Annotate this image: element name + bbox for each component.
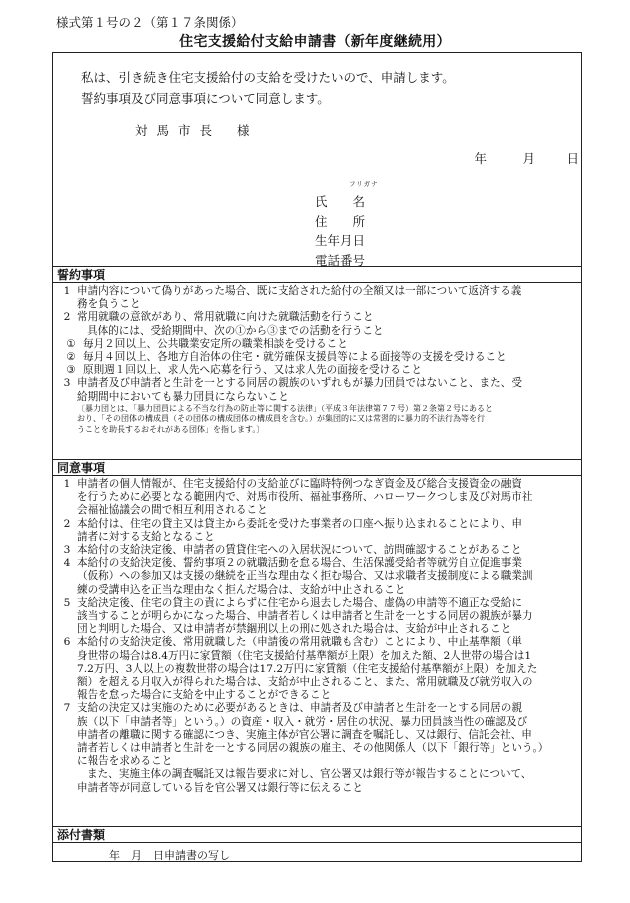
pledge-item-number: 3 bbox=[63, 377, 71, 390]
field-phone-label: 電話番号 bbox=[315, 252, 366, 268]
attachment-item: 年 月 日申請書の写し bbox=[109, 849, 230, 862]
attachments-heading: 添付書類 bbox=[53, 826, 581, 843]
consent-item-number: 1 bbox=[63, 478, 71, 490]
pledge-item-2 bbox=[57, 311, 577, 324]
pledge-item-2-sub-intro: 具体的には、受給期間中、次の①から③までの活動を行うこと bbox=[87, 324, 384, 337]
addressee bbox=[135, 121, 259, 139]
application-date bbox=[449, 149, 579, 167]
field-birthdate-label: 生年月日 bbox=[315, 233, 366, 248]
consent-item-number: 2 bbox=[63, 517, 71, 530]
consent-item-7 bbox=[57, 702, 577, 768]
consent-item-text: 本給付は、住宅の貸主又は貸主から委託を受けた事業者の口座へ振り込まれることにより、申 請者に対する支給となること bbox=[77, 517, 522, 543]
consent-item-number: 7 bbox=[63, 702, 71, 715]
consent-body bbox=[57, 478, 577, 795]
form-number-label: 様式第１号の２（第１７条関係） bbox=[56, 15, 244, 30]
field-name-label: 氏 名 bbox=[315, 194, 366, 209]
pledge-item-number: 2 bbox=[63, 311, 71, 324]
gang-definition-note: 〔暴力団とは、「暴力団員による不当な行為の防止等に関する法律」（平成３年法律第７７号）第２条第２号にあると おり、「その団体の構成員（その団体の構成団体の構成員を含む。）が集団的に又は常習的に暴力的不法行為等を行 うことを助長するおそれがある団体」を指します。〕 bbox=[77, 403, 493, 434]
date-month-label: 月 bbox=[522, 151, 535, 166]
consent-item-number: 4 bbox=[63, 557, 71, 570]
intro-line-1: 私は、引き続き住宅支援給付の支給を受けたいので、申請します。 bbox=[81, 70, 455, 85]
consent-item-text: 申請者の個人情報が、住宅支援給付の支給並びに臨時特例つなぎ資金及び総合支援資金の融資 を行うために必要となる範囲内で、対馬市役所、福祉事務所、ハローワークつしま及び対馬市社 会福祉協議会の間で相互利用されること bbox=[77, 478, 533, 517]
subitem-text: 毎月２回以上、公共職業安定所の職業相談を受けること bbox=[83, 337, 348, 350]
pledge-heading: 誓約事項 bbox=[53, 266, 581, 283]
pledge-subitem-1 bbox=[57, 338, 577, 351]
pledge-item-1 bbox=[57, 285, 577, 311]
subitem-number: ① bbox=[66, 337, 76, 350]
furigana-label: フリガナ bbox=[349, 180, 379, 188]
pledge-item-number: 1 bbox=[63, 285, 71, 297]
consent-item-text: 本給付の支給決定後、常用就職した（申請後の常用就職も含む）ことにより、中止基準額（単 身世帯の場合は8.4万円に家賃額（住宅支援給付基準額が上限）を加えた額、2人世帯の場合は1 7.2万円、3人以上の複数世帯の場合は17.2万円に家賃額（住宅支援給付基準額が上限）を加えた 額）を超える月収入が得られた場合は、支給が中止されること、また、常用就職及び就労収入の 報告を怠った場合に支給を中止することができること bbox=[77, 636, 538, 702]
date-day-label: 日 bbox=[566, 151, 579, 166]
subitem-text: 毎月４回以上、各地方自治体の住宅・就労確保支援員等による面接等の支援を受けること bbox=[83, 351, 507, 364]
consent-item-7-continuation: また、実施主体の調査嘱託又は報告要求に対し、官公署又は銀行等が報告することについて、 bbox=[87, 768, 532, 781]
intro-line-2: 誓約事項及び同意事項について同意します。 bbox=[81, 91, 330, 106]
pledge-subitem-3 bbox=[57, 364, 577, 377]
consent-item-6 bbox=[57, 636, 577, 702]
applicant-fields bbox=[315, 192, 365, 270]
pledge-subitem-2 bbox=[57, 351, 577, 364]
subitem-number: ③ bbox=[66, 364, 76, 377]
consent-heading: 同意事項 bbox=[53, 459, 581, 476]
application-form bbox=[52, 52, 582, 862]
consent-item-2 bbox=[57, 518, 577, 544]
intro-text bbox=[81, 67, 455, 109]
consent-item-7-continuation-2: 申請者等が同意している旨を官公署又は銀行等に伝えること bbox=[77, 781, 364, 794]
addressee-honorific: 様 bbox=[237, 123, 259, 138]
consent-item-text: 本給付の支給決定後、誓約事項２の就職活動を怠る場合、生活保護受給者等就労自立促進事業 （仮称）への参加又は支援の継続を正当な理由なく拒む場合、又は求職者支援制度による職業訓 練の受講申込を正当な理由なく拒んだ場合は、支給が中止されること bbox=[77, 557, 533, 596]
pledge-item-text: 申請者及び申請者と生計を一とする同居の親族のいずれもが暴力団員ではないこと、また、受 給期間中においても暴力団員にならないこと bbox=[77, 377, 522, 403]
consent-item-text: 支給決定後、住宅の貸主の責によらずに住宅から退去した場合、虚偽の申請等不適正な受給に 該当することが明らかになった場合、申請者若しくは申請者と生計を一とする同居の親族が暴力 団と判明した場合、又は申請者が禁錮刑以上の刑に処された場合は、支給が中止されること bbox=[77, 596, 533, 636]
date-year-label: 年 bbox=[474, 151, 487, 166]
consent-item-3 bbox=[57, 544, 577, 557]
consent-item-text: 支給の決定又は実施のために必要があるときは、申請者及び申請者と生計を一とする同居の親 族（以下「申請者等」という。）の資産・収入・就労・居住の状況、暴力団員該当性の確認及び 申請者の離職に関する確認につき、実施主体が官公署に調査を嘱託し、又は銀行、信託会社、申 請者若しくは申請者と生計を一とする同居の親族の雇主、その他関係人（以下「銀行等」という。） に報告を求めること bbox=[77, 702, 549, 768]
consent-item-text: 本給付の支給決定後、申請者の賃貸住宅への入居状況について、訪問確認することがあること bbox=[77, 544, 522, 557]
document-title: 住宅支援給付支給申請書（新年度継続用） bbox=[179, 34, 451, 50]
field-address-label: 住 所 bbox=[315, 213, 366, 229]
consent-item-number: 5 bbox=[63, 596, 71, 609]
pledge-item-3 bbox=[57, 377, 577, 403]
consent-item-5 bbox=[57, 597, 577, 637]
pledge-body bbox=[57, 285, 577, 435]
consent-item-number: 3 bbox=[63, 544, 71, 557]
consent-item-number: 6 bbox=[63, 636, 71, 649]
consent-item-1 bbox=[57, 478, 577, 518]
pledge-item-text: 申請内容について偽りがあった場合、既に支給された給付の全額又は一部について返済する義 務を負うこと bbox=[77, 285, 522, 311]
consent-item-4 bbox=[57, 557, 577, 597]
addressee-name: 対馬市長 bbox=[135, 123, 222, 138]
subitem-text: 原則週１回以上、求人先へ応募を行う、又は求人先の面接を受けること bbox=[83, 364, 422, 377]
pledge-item-text: 常用就職の意欲があり、常用就職に向けた就職活動を行うこと bbox=[77, 311, 374, 324]
subitem-number: ② bbox=[66, 351, 76, 364]
